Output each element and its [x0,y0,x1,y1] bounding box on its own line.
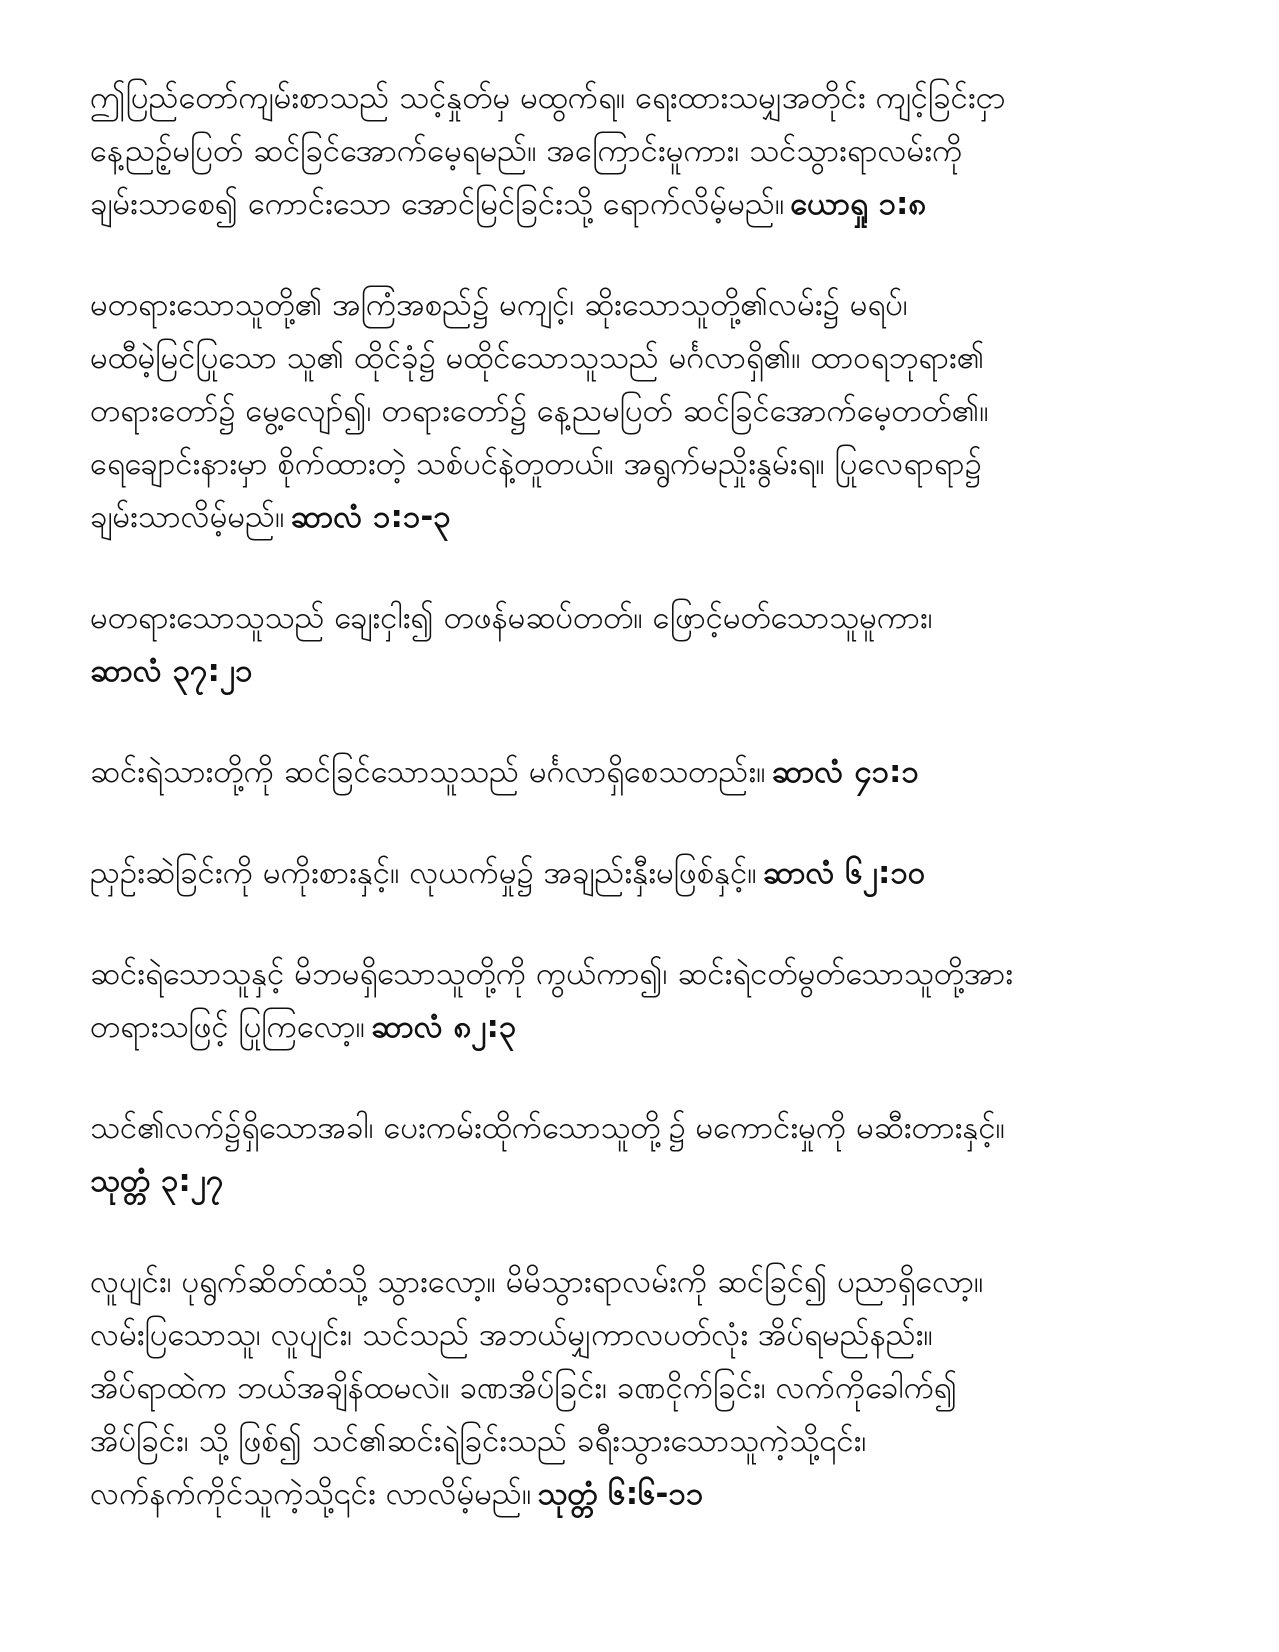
text-line-last [90,1001,1199,1054]
verse-reference: ဆာလံ ၈၂:၃ [371,1009,517,1045]
text-fragment: ညှဉ်းဆဲခြင်းကို မကိုးစားနှင့်။ လုယက်မှု၌ အချည်းနှီးမဖြစ်နှင့်။ [90,855,757,891]
text-line: အိပ်ခြင်း၊ သို့ ဖြစ်၍ သင်၏ဆင်းရဲခြင်းသည် ခရီးသွားသောသူကဲ့သို့၎င်း၊ [90,1423,867,1459]
passage-6 [90,948,1199,1054]
text-line-last [90,746,1199,799]
passage-8 [90,1256,1199,1521]
text-line: ရေချောင်းနားမှာ စိုက်ထားတဲ့ သစ်ပင်နဲ့တူတယ်။ အရွက်မညှိုးနွမ်းရ။ ပြုလေရာရာ၌ [90,446,982,482]
text-fragment: ဆင်းရဲသားတို့ကို ဆင်ခြင်သောသူသည် မင်္ဂလာရှိစေသတည်း။ [90,754,766,790]
text-fragment: ချမ်းသာစေ၍ ကောင်းသော အောင်မြင်ခြင်းသို့ ရောက်လိမ့်မည်။ [90,186,785,222]
text-fragment: လက်နက်ကိုင်သူကဲ့သို့၎င်း လာလိမ့်မည်။ [90,1476,532,1512]
text-line: အိပ်ရာထဲက ဘယ်အချိန်ထမလဲ။ ခဏအိပ်ခြင်း၊ ခဏငိုက်ခြင်း၊ လက်ကိုခေါက်၍ [90,1370,958,1406]
verse-reference: ဆာလံ ၆၂:၁၀ [762,855,926,891]
verse-reference: ဆာလံ ၁:၁-၃ [290,499,451,535]
text-line: သင်၏လက်၌ရှိသောအခါ၊ ပေးကမ်းထိုက်သောသူတို့၌ မကောင်းမှုကို မဆီးတားနှင့်။ [90,1110,1006,1146]
text-line-last [90,178,1199,231]
verse-reference: သုတ္တံ ၃:၂၇ [90,1163,224,1199]
verse-reference: ဆာလံ ၃၇:၂၁ [90,653,253,689]
text-line: မထီမဲ့မြင်ပြုသော သူ၏ ထိုင်ခုံ၌ မထိုင်သောသူသည် မင်္ဂလာရှိ၏။ ထာဝရဘုရား၏ [90,340,985,376]
verse-reference: ဆာလံ ၄၁:၁ [771,754,919,790]
text-line-last [90,847,1199,900]
passage-7 [90,1102,1199,1208]
text-line: နေ့ညဉ့်မပြတ် ဆင်ခြင်အောက်မေ့ရမည်။ အကြောင်းမူကား၊ သင်သွားရာလမ်းကို [90,133,963,169]
text-line: ဆင်းရဲသောသူနှင့် မိဘမရှိသောသူတို့ကို ကွယ်ကာ၍၊ ဆင်းရဲငတ်မွတ်သောသူတို့အား [90,956,1014,992]
text-fragment: တရားသဖြင့် ပြုကြလော့။ [90,1009,365,1045]
passage-4 [90,746,1199,799]
text-line: မတရားသောသူတို့၏ အကြံအစည်၌ မကျင့်၊ ဆိုးသောသူတို့၏လမ်း၌ မရပ်၊ [90,287,908,323]
verse-reference: ယောရှု ၁:၈ [790,186,927,222]
text-line: တရားတော်၌ မွေ့လျော်၍၊ တရားတော်၌ နေ့ညမပြတ် ဆင်ခြင်အောက်မေ့တတ်၏။ [90,393,989,429]
text-line-last [90,1468,1199,1521]
text-line: လူပျင်း၊ ပုရွက်ဆိတ်ထံသို့ သွားလော့။ မိမိသွားရာလမ်းကို ဆင်ခြင်၍ ပညာရှိလော့။ [90,1264,984,1300]
passage-5 [90,847,1199,900]
passage-1 [90,72,1199,231]
verse-reference: သုတ္တံ ၆:၆-၁၁ [537,1476,704,1512]
passage-2 [90,279,1199,544]
text-line: မတရားသောသူသည် ချေးငှါး၍ တဖန်မဆပ်တတ်။ ဖြောင့်မတ်သောသူမူကား၊ [90,600,933,636]
text-line: ဤပြည်တော်ကျမ်းစာသည် သင့်နှုတ်မှ မထွက်ရ။ ရေးထားသမျှအတိုင်း ကျင့်ခြင်းငှာ [90,80,1006,116]
text-line: လမ်းပြသောသူ၊ လူပျင်း၊ သင်သည် အဘယ်မျှကာလပတ်လုံး အိပ်ရမည်နည်း။ [90,1317,933,1353]
text-line-last [90,491,1199,544]
passage-3 [90,592,1199,698]
text-fragment: ချမ်းသာလိမ့်မည်။ [90,499,285,535]
